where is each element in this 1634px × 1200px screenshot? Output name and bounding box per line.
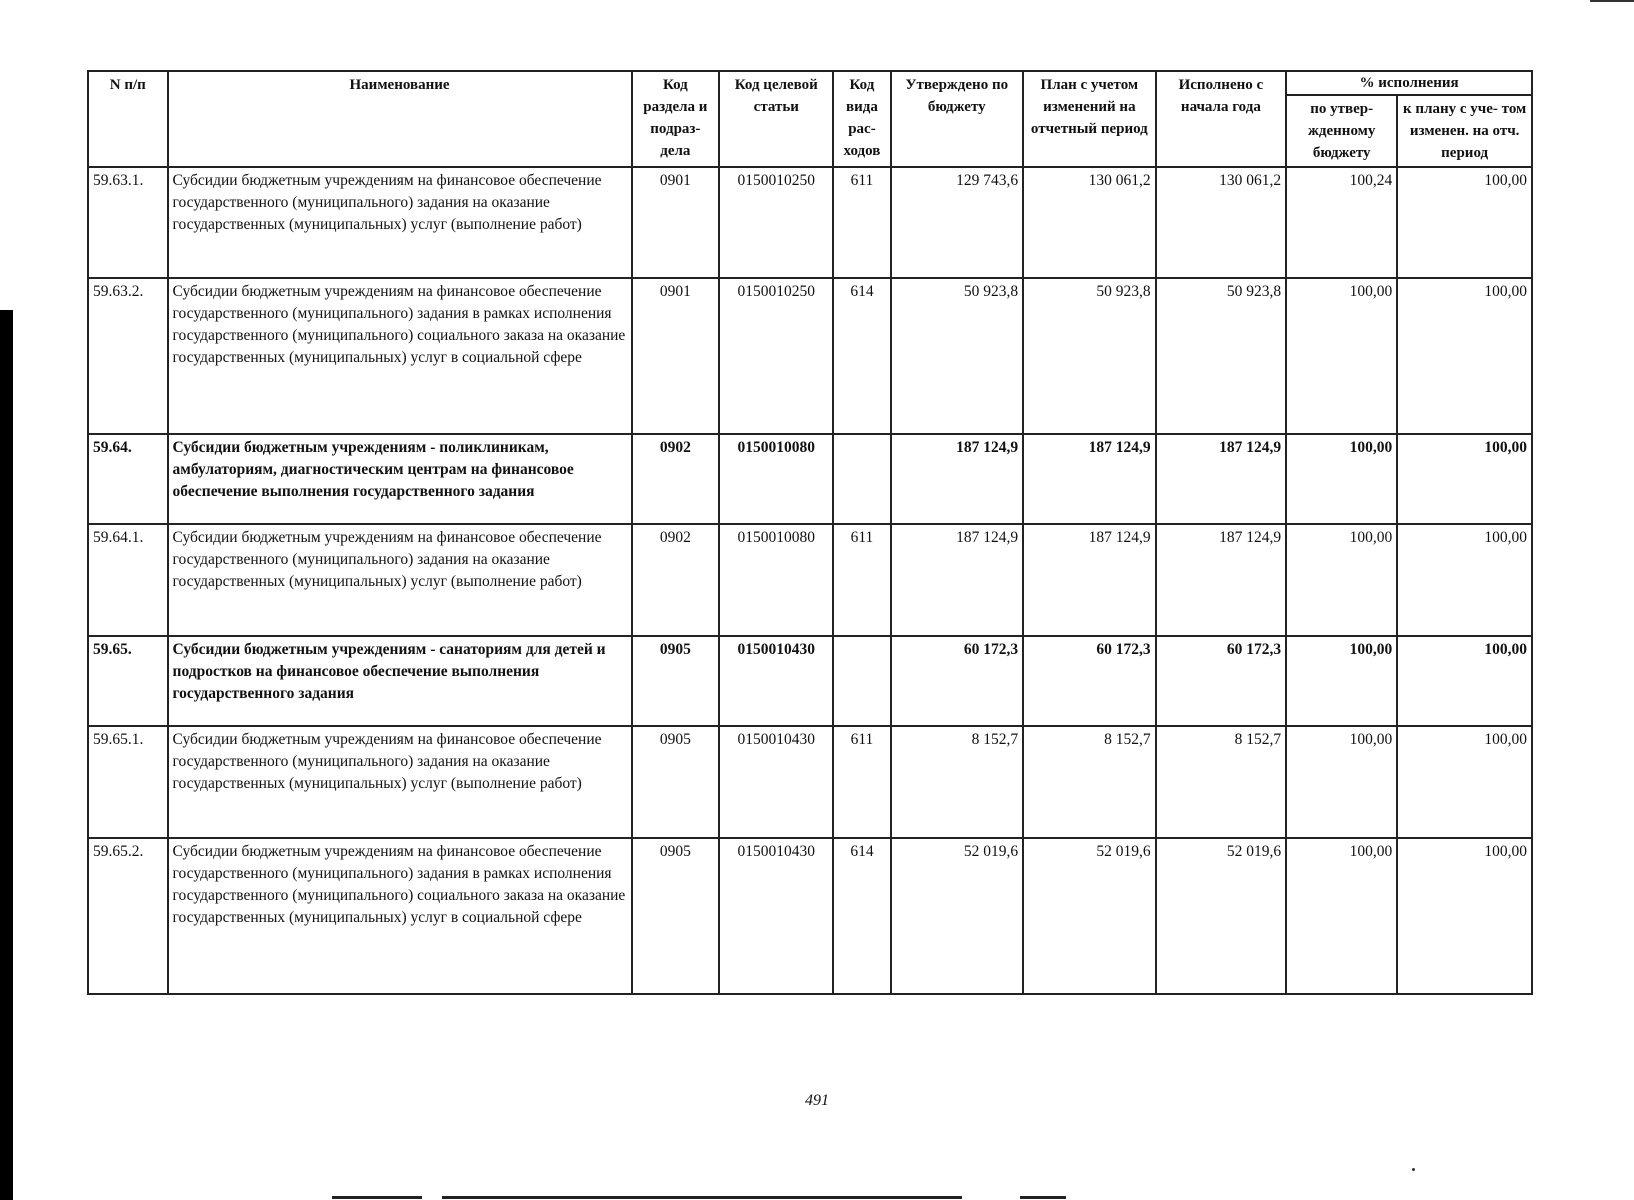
cell-expense-code: 611 <box>833 524 890 636</box>
cell-section-code: 0902 <box>632 524 720 636</box>
cell-approved: 187 124,9 <box>891 524 1024 636</box>
cell-target-code: 0150010250 <box>719 167 833 278</box>
cell-name: Субсидии бюджетным учреждениям на финансовое обеспечение государственного (муниципального) задания в рамках исполнения государственного (муниципального) социального заказа на оказание государственных (муниципальных) услуг в социальной сфере <box>168 278 632 434</box>
header-row-1 <box>88 71 1532 95</box>
cell-num: 59.63.1. <box>88 167 168 278</box>
cell-executed: 130 061,2 <box>1156 167 1287 278</box>
cell-pct-plan: 100,00 <box>1397 838 1532 994</box>
scan-corner-mark <box>1590 0 1634 8</box>
cell-target-code: 0150010430 <box>719 838 833 994</box>
cell-expense-code <box>833 636 890 726</box>
cell-expense-code: 614 <box>833 278 890 434</box>
cell-pct-plan: 100,00 <box>1397 167 1532 278</box>
header-percent-group: % исполнения <box>1286 71 1532 95</box>
table-row <box>88 434 1532 524</box>
cell-pct-plan: 100,00 <box>1397 726 1532 838</box>
cell-approved: 187 124,9 <box>891 434 1024 524</box>
table-row <box>88 278 1532 434</box>
cell-pct-budget: 100,00 <box>1286 726 1397 838</box>
cell-plan: 52 019,6 <box>1023 838 1156 994</box>
table-row <box>88 524 1532 636</box>
cell-num: 59.64.1. <box>88 524 168 636</box>
cell-executed: 8 152,7 <box>1156 726 1287 838</box>
header-num: N п/п <box>88 71 168 167</box>
header-expense-code: Код вида рас- ходов <box>833 71 890 167</box>
cell-executed: 52 019,6 <box>1156 838 1287 994</box>
cell-name: Субсидии бюджетным учреждениям на финансовое обеспечение государственного (муниципального) задания на оказание государственных (муниципальных) услуг (выполнение работ) <box>168 167 632 278</box>
cell-expense-code: 611 <box>833 167 890 278</box>
cell-target-code: 0150010080 <box>719 524 833 636</box>
cell-approved: 52 019,6 <box>891 838 1024 994</box>
cell-section-code: 0905 <box>632 726 720 838</box>
header-target-code: Код целевой статьи <box>719 71 833 167</box>
cell-name: Субсидии бюджетным учреждениям на финансовое обеспечение государственного (муниципального) задания на оказание государственных (муниципальных) услуг (выполнение работ) <box>168 726 632 838</box>
header-plan: План с учетом изменений на отчетный период <box>1023 71 1156 167</box>
cell-num: 59.65.1. <box>88 726 168 838</box>
scan-bottom-line <box>442 1196 962 1199</box>
cell-section-code: 0901 <box>632 278 720 434</box>
cell-pct-plan: 100,00 <box>1397 524 1532 636</box>
table-row <box>88 167 1532 278</box>
header-pct-budget: по утвер- жденному бюджету <box>1286 95 1397 167</box>
table-row <box>88 838 1532 994</box>
cell-executed: 187 124,9 <box>1156 434 1287 524</box>
cell-plan: 50 923,8 <box>1023 278 1156 434</box>
scan-speck <box>1412 1168 1415 1171</box>
cell-executed: 60 172,3 <box>1156 636 1287 726</box>
cell-plan: 187 124,9 <box>1023 434 1156 524</box>
cell-target-code: 0150010080 <box>719 434 833 524</box>
cell-pct-budget: 100,00 <box>1286 278 1397 434</box>
cell-target-code: 0150010430 <box>719 726 833 838</box>
cell-section-code: 0905 <box>632 636 720 726</box>
cell-name: Субсидии бюджетным учреждениям на финансовое обеспечение государственного (муниципального) задания в рамках исполнения государственного (муниципального) социального заказа на оказание государственных (муниципальных) услуг в социальной сфере <box>168 838 632 994</box>
cell-section-code: 0905 <box>632 838 720 994</box>
cell-expense-code: 611 <box>833 726 890 838</box>
cell-num: 59.63.2. <box>88 278 168 434</box>
cell-target-code: 0150010250 <box>719 278 833 434</box>
cell-pct-budget: 100,00 <box>1286 838 1397 994</box>
cell-num: 59.65.2. <box>88 838 168 994</box>
budget-execution-table <box>87 70 1533 995</box>
cell-approved: 60 172,3 <box>891 636 1024 726</box>
scan-edge-shadow <box>0 310 13 1200</box>
page-number: 491 <box>805 1092 829 1109</box>
cell-name: Субсидии бюджетным учреждениям - санаториям для детей и подростков на финансовое обеспечение выполнения государственного задания <box>168 636 632 726</box>
cell-plan: 8 152,7 <box>1023 726 1156 838</box>
cell-section-code: 0902 <box>632 434 720 524</box>
header-executed: Исполнено с начала года <box>1156 71 1287 167</box>
header-name: Наименование <box>168 71 632 167</box>
cell-section-code: 0901 <box>632 167 720 278</box>
table-row <box>88 636 1532 726</box>
cell-expense-code: 614 <box>833 838 890 994</box>
cell-name: Субсидии бюджетным учреждениям на финансовое обеспечение государственного (муниципального) задания на оказание государственных (муниципальных) услуг (выполнение работ) <box>168 524 632 636</box>
cell-pct-budget: 100,24 <box>1286 167 1397 278</box>
cell-num: 59.65. <box>88 636 168 726</box>
cell-executed: 187 124,9 <box>1156 524 1287 636</box>
header-pct-plan: к плану с уче- том изменен. на отч. период <box>1397 95 1532 167</box>
cell-plan: 130 061,2 <box>1023 167 1156 278</box>
cell-num: 59.64. <box>88 434 168 524</box>
cell-pct-budget: 100,00 <box>1286 524 1397 636</box>
header-approved: Утверждено по бюджету <box>891 71 1024 167</box>
cell-expense-code <box>833 434 890 524</box>
header-section-code: Код раздела и подраз- дела <box>632 71 720 167</box>
cell-target-code: 0150010430 <box>719 636 833 726</box>
table-row <box>88 726 1532 838</box>
cell-approved: 8 152,7 <box>891 726 1024 838</box>
cell-name: Субсидии бюджетным учреждениям - поликлиникам, амбулаториям, диагностическим центрам на финансовое обеспечение выполнения государственного задания <box>168 434 632 524</box>
cell-plan: 187 124,9 <box>1023 524 1156 636</box>
cell-pct-plan: 100,00 <box>1397 636 1532 726</box>
cell-pct-plan: 100,00 <box>1397 434 1532 524</box>
cell-pct-plan: 100,00 <box>1397 278 1532 434</box>
cell-approved: 50 923,8 <box>891 278 1024 434</box>
scan-bottom-line <box>1020 1196 1066 1199</box>
scan-bottom-line <box>332 1196 422 1199</box>
cell-pct-budget: 100,00 <box>1286 636 1397 726</box>
cell-plan: 60 172,3 <box>1023 636 1156 726</box>
cell-executed: 50 923,8 <box>1156 278 1287 434</box>
cell-pct-budget: 100,00 <box>1286 434 1397 524</box>
cell-approved: 129 743,6 <box>891 167 1024 278</box>
